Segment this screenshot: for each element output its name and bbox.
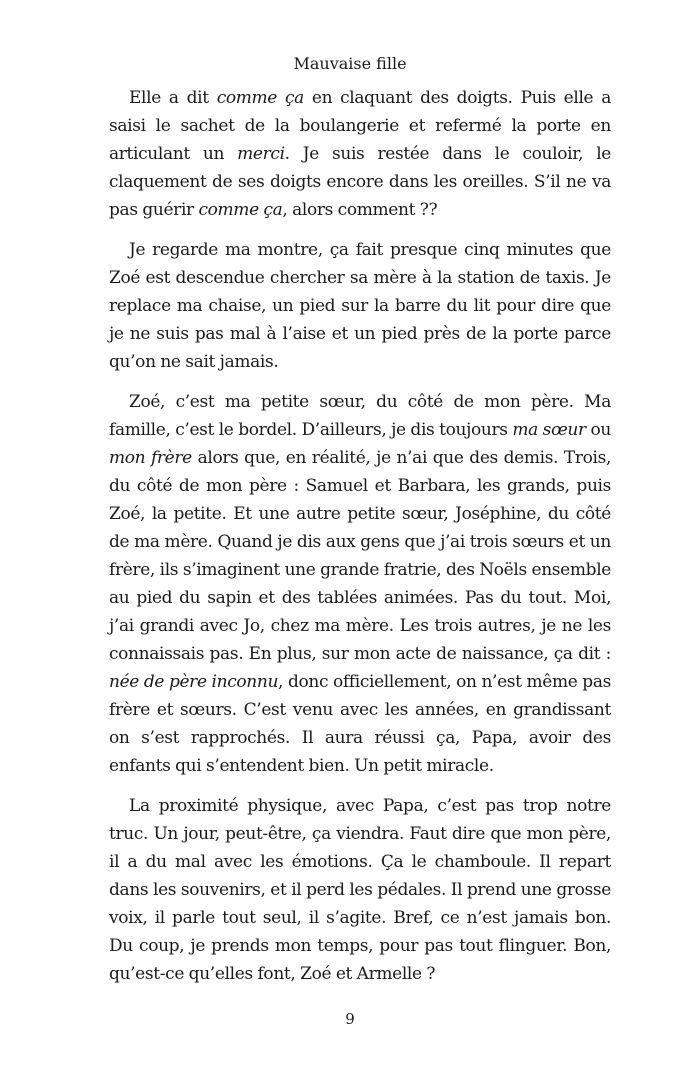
text-run: . Je suis restée dans le couloir, le claquement de ses doigts encore dans les oreilles. S’il ne va pas guérir: [109, 144, 611, 220]
paragraph: [109, 84, 611, 224]
text-run: alors que, en réalité, je n’ai que des demis. Trois, du côté de mon père : Samuel et Barbara, les grands, puis Zoé, la petite. Et une autre petite sœur, Joséphine, du côté de ma mère. Quand je dis aux gens que j’ai trois sœurs et un frère, ils s’imaginent une grande fratrie, des Noëls ensemble au pied du sapin et des tablées animées. Pas du tout. Moi, j’ai grandi avec Jo, chez ma mère. Les trois autres, je ne les connaissais pas. En plus, sur mon acte de naissance, ça dit :: [109, 448, 611, 664]
text-run: Je regarde ma montre, ça fait presque cinq minutes que Zoé est descendue chercher sa mère à la station de taxis. Je replace ma chaise, un pied sur la barre du lit pour dire que je ne suis pas mal à l’aise et un pied près de la porte parce qu’on ne sait jamais.: [109, 240, 611, 372]
text-run: , alors comment ??: [282, 200, 438, 220]
running-head: Mauvaise fille: [293, 54, 407, 73]
italic-text: merci: [237, 144, 285, 164]
text-run: en claquant des doigts. Puis elle a saisi le sachet de la boulangerie et refermé la porte en articulant un: [109, 88, 611, 164]
text-run: Zoé, c’est ma petite sœur, du côté de mon père. Ma famille, c’est le bordel. D’ailleurs, je dis toujours: [109, 392, 611, 440]
italic-text: comme ça: [198, 200, 283, 220]
italic-text: née de père inconnu: [109, 672, 279, 692]
body-text: [109, 84, 611, 1000]
text-run: ou: [585, 420, 611, 440]
paragraph: [109, 792, 611, 988]
italic-text: mon frère: [109, 448, 192, 468]
text-run: , donc officiellement, on n’est même pas frère et sœurs. C’est venu avec les années, en grandissant on s’est rapprochés. Il aura réussi ça, Papa, avoir des enfants qui s’entendent bien. Un petit miracle.: [109, 672, 611, 776]
text-run: La proximité physique, avec Papa, c’est pas trop notre truc. Un jour, peut-être, ça viendra. Faut dire que mon père, il a du mal avec les émotions. Ça le chamboule. Il repart dans les souvenirs, et il perd les pédales. Il prend une grosse voix, il parle tout seul, il s’agite. Bref, ce n’est jamais bon. Du coup, je prends mon temps, pour pas tout flinguer. Bon, qu’est-ce qu’elles font, Zoé et Armelle ?: [109, 796, 611, 984]
text-run: Elle a dit: [129, 88, 217, 108]
paragraph: [109, 236, 611, 376]
italic-text: ma sœur: [512, 420, 586, 440]
paragraph: [109, 388, 611, 780]
page-number: 9: [345, 1010, 355, 1028]
italic-text: comme ça: [216, 88, 304, 108]
